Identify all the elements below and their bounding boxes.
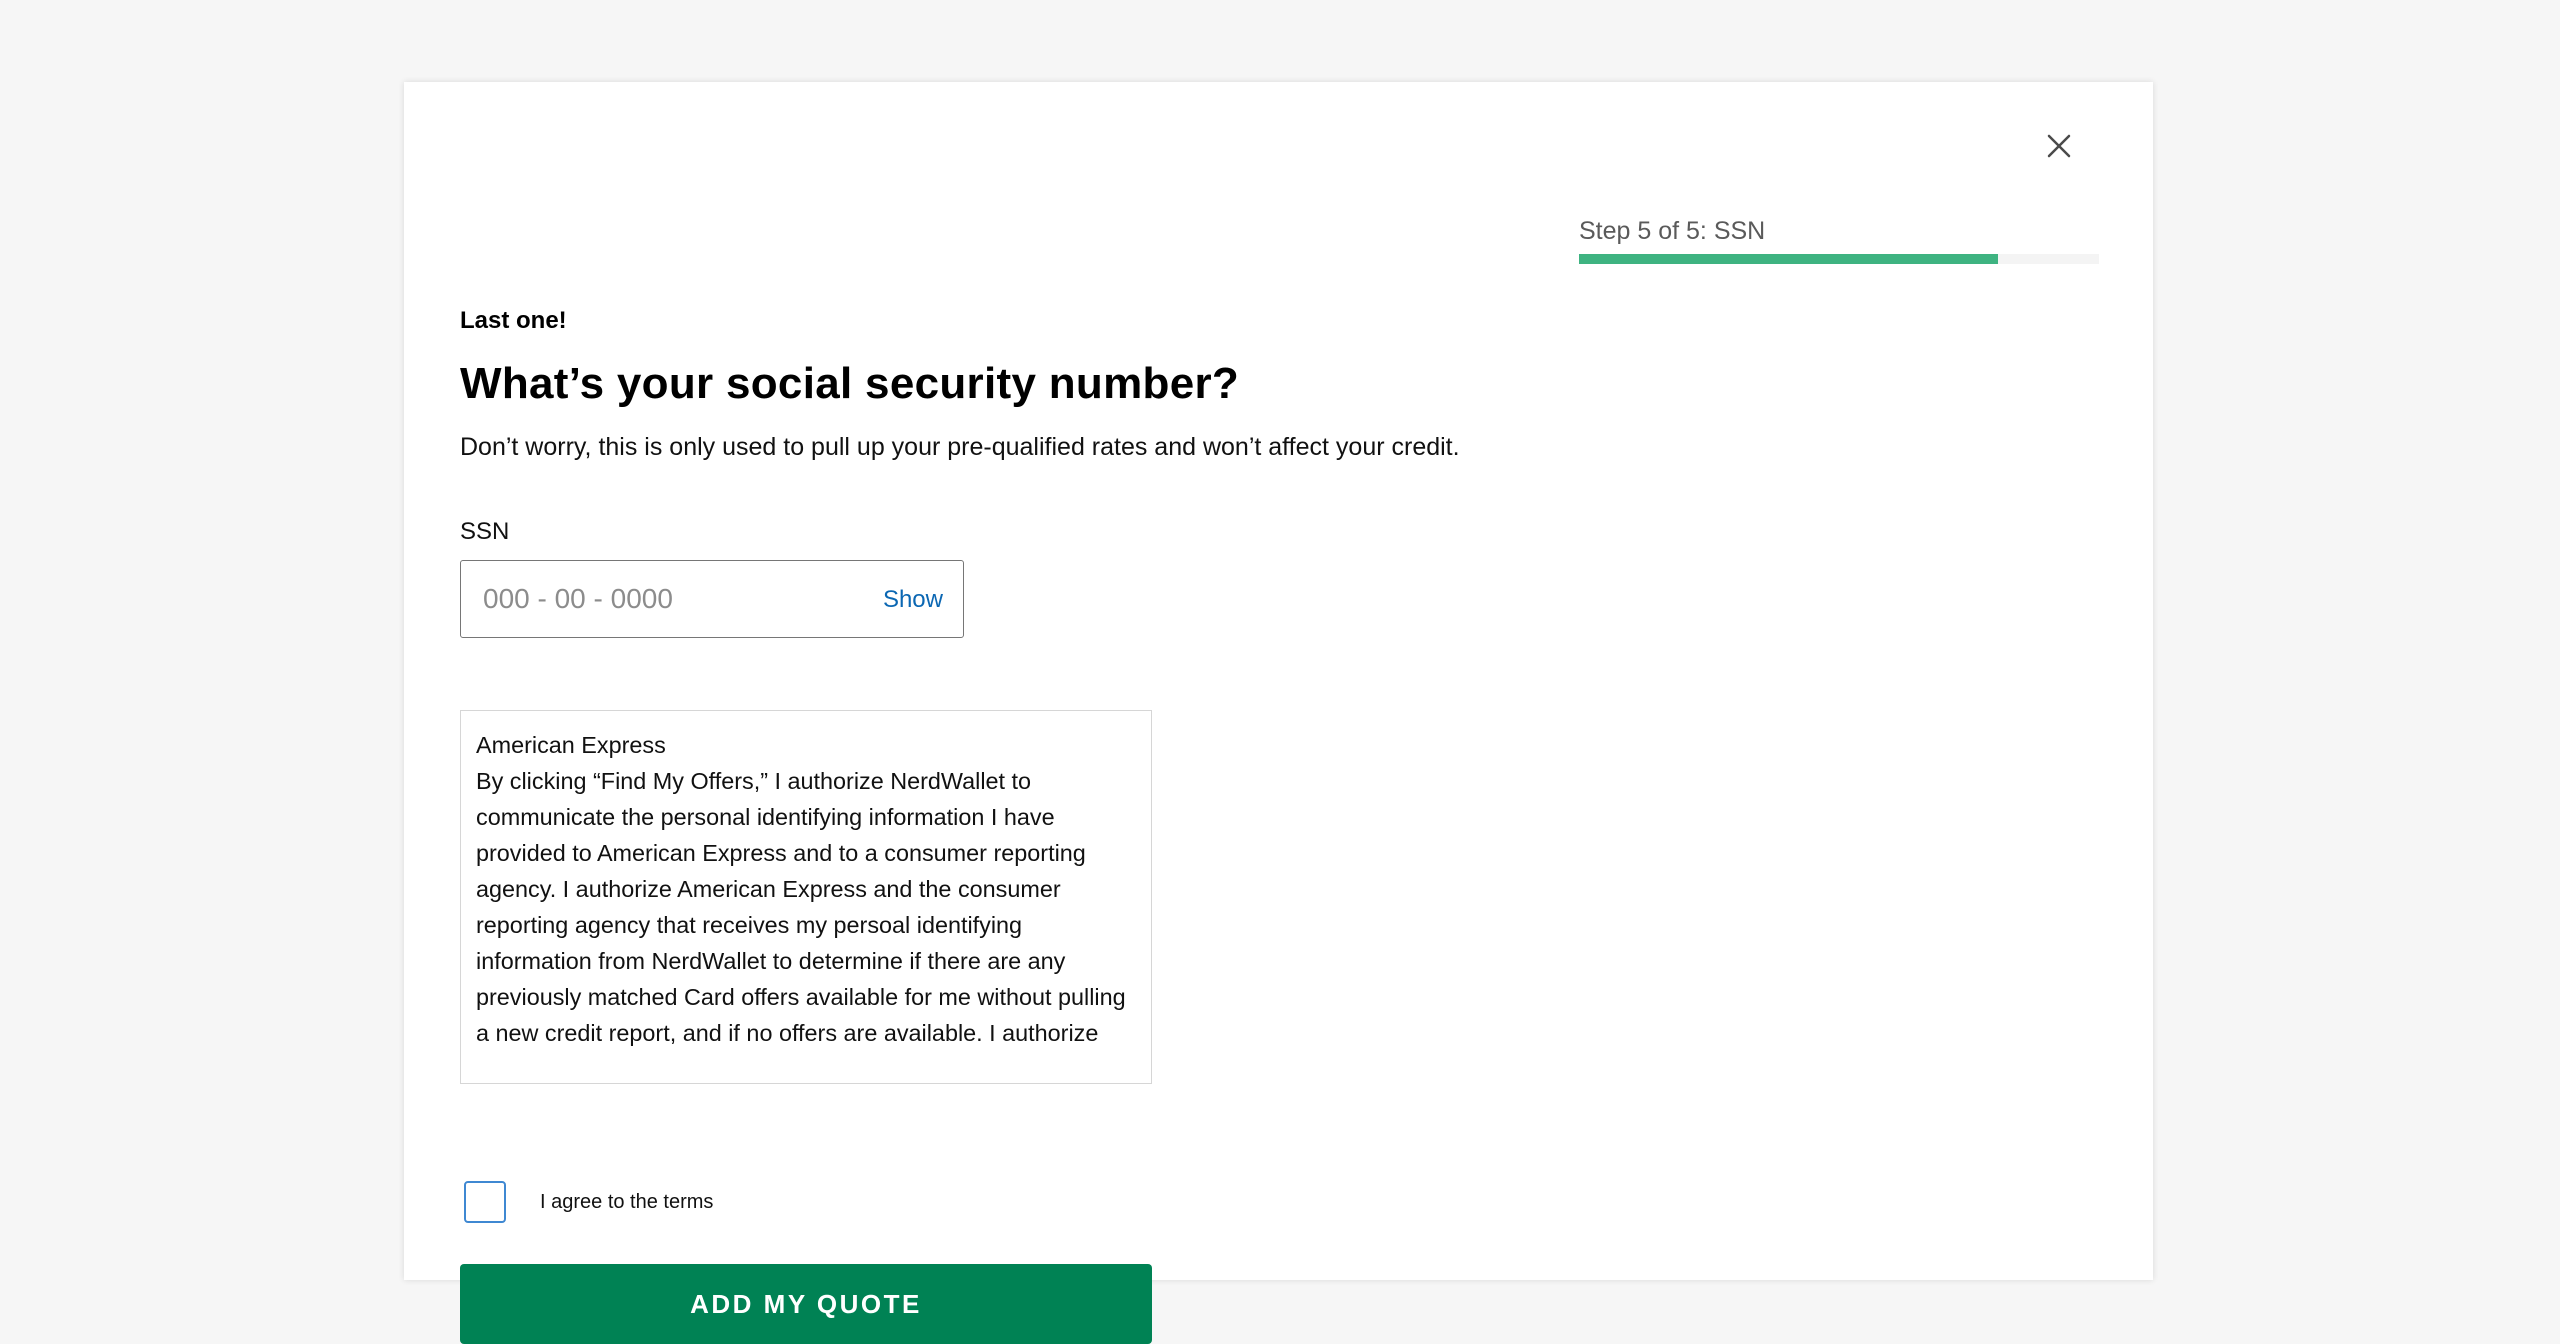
terms-body: By clicking “Find My Offers,” I authorize NerdWallet to communicate the personal identifying information I have provided to American Express and to a consumer reporting agency. I authorize American Express and the consumer reporting agency that receives my persoal identifying information from NerdWallet to determine if there are any previously matched Card offers available for me without pulling a new credit report, and if no offers are available. I authorize (476, 768, 1126, 1046)
eyebrow-text: Last one! (460, 307, 567, 334)
show-ssn-toggle[interactable]: Show (882, 586, 943, 613)
progress-fill (1579, 254, 1998, 264)
terms-heading: American Express (476, 732, 666, 758)
ssn-field (460, 560, 964, 638)
page-subtitle: Don’t worry, this is only used to pull up your pre-qualified rates and won’t affect your credit. (460, 433, 1460, 461)
agree-terms-label[interactable]: I agree to the terms (540, 1191, 714, 1213)
progress-track (1579, 254, 2099, 264)
add-my-quote-button[interactable]: ADD MY QUOTE (460, 1264, 1152, 1344)
agree-terms-checkbox[interactable] (464, 1181, 506, 1223)
ssn-input[interactable] (483, 561, 843, 636)
terms-disclosure[interactable] (460, 710, 1152, 1084)
progress-label: Step 5 of 5: SSN (1579, 217, 1766, 245)
step-progress (1579, 215, 2099, 264)
ssn-label: SSN (460, 518, 510, 545)
quote-modal (404, 82, 2153, 1319)
close-icon (2039, 126, 2079, 166)
page-title: What’s your social security number? (460, 359, 1240, 408)
close-button[interactable] (2039, 126, 2079, 166)
